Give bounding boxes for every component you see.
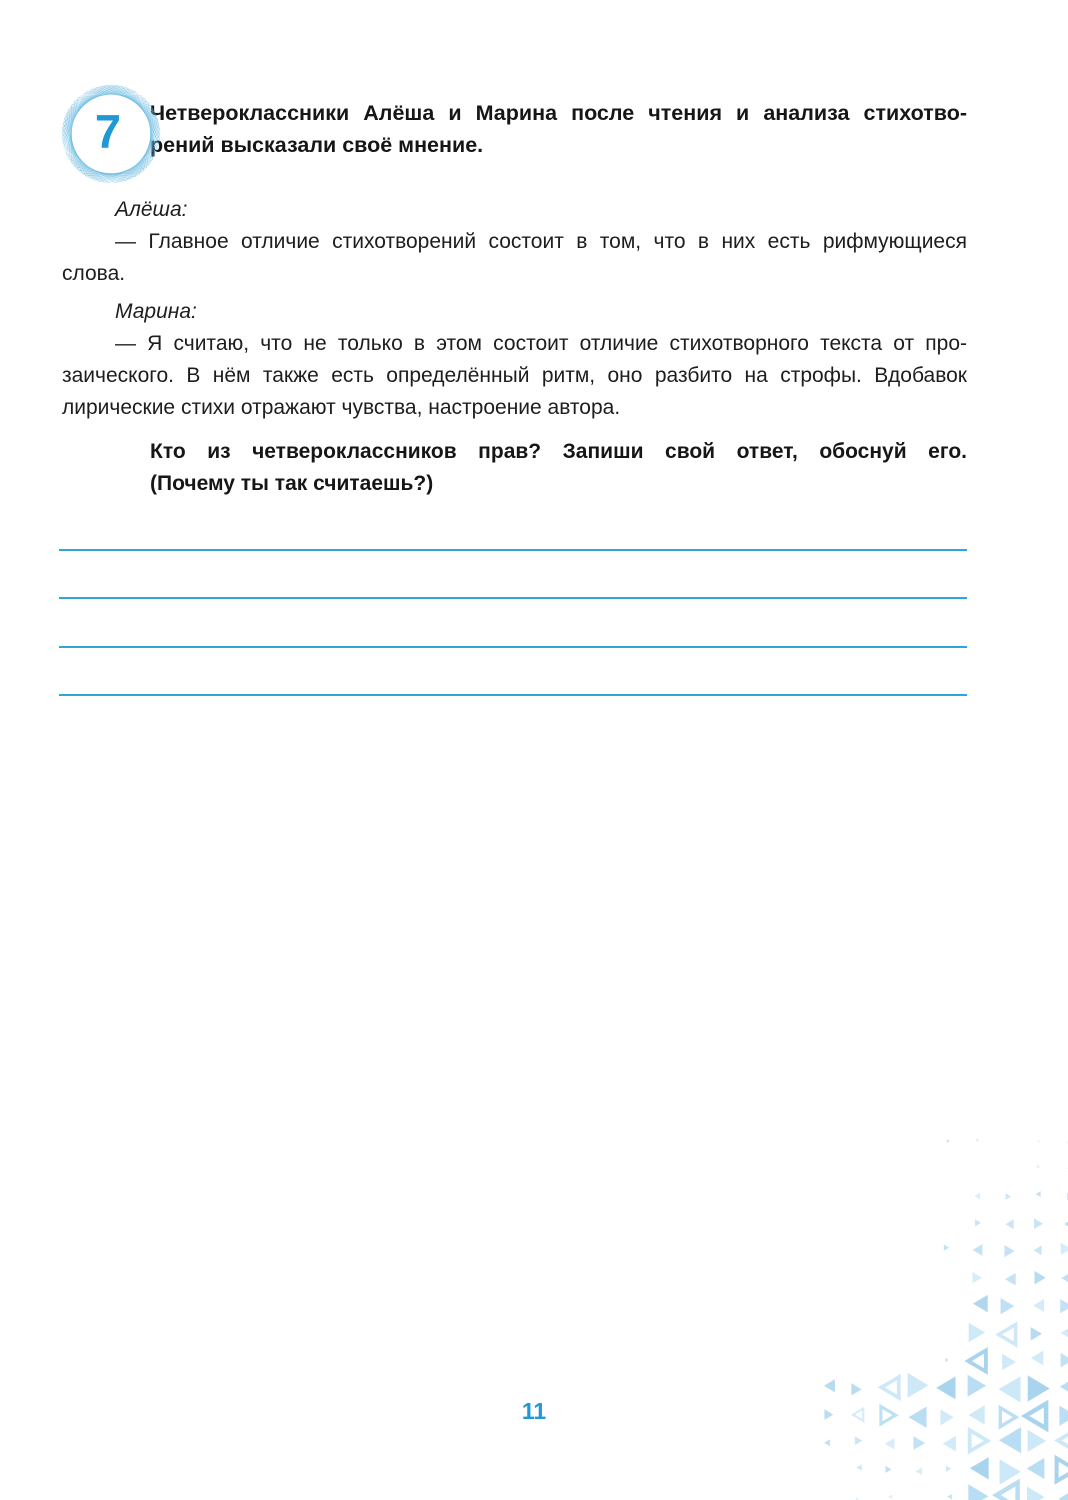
page-number: 11	[521, 1398, 547, 1424]
task-prompt-line: рений высказали своё мнение.	[150, 133, 484, 157]
statement-line: — Я считаю, что не только в этом состоит отличие стихотворного текста от про-	[115, 332, 967, 355]
task-prompt	[150, 0, 967, 161]
task-question-line: Кто из четвероклассников прав? Запиши свой ответ, обоснуй его.	[150, 440, 967, 463]
task-question	[150, 436, 967, 500]
answer-line[interactable]	[59, 648, 967, 697]
task-number-badge	[55, 78, 167, 190]
task-question-line: (Почему ты так считаешь?)	[150, 472, 434, 495]
statement-line: слова.	[62, 262, 126, 285]
alyosha-statement	[62, 226, 967, 290]
answer-line[interactable]	[59, 599, 967, 648]
statement-line: заического. В нём также есть определённый ритм, оно разбито на строфы. Вдобавок	[62, 364, 967, 387]
answer-lines-area[interactable]	[59, 502, 967, 696]
statement-line: лирические стихи отражают чувства, настроение автора.	[62, 396, 621, 419]
task-prompt-line: Четвероклассники Алёша и Марина после чтения и анализа стихотво-	[150, 101, 967, 125]
answer-line[interactable]	[59, 551, 967, 600]
speaker-name-alyosha: Алёша:	[115, 198, 188, 221]
task-number: 7	[94, 104, 122, 158]
marina-statement	[62, 328, 967, 424]
statement-line: — Главное отличие стихотворений состоит в том, что в них есть рифмующиеся	[115, 230, 967, 253]
answer-line[interactable]	[59, 502, 967, 551]
page-content	[0, 0, 1068, 500]
speaker-name-marina: Марина:	[115, 300, 197, 323]
